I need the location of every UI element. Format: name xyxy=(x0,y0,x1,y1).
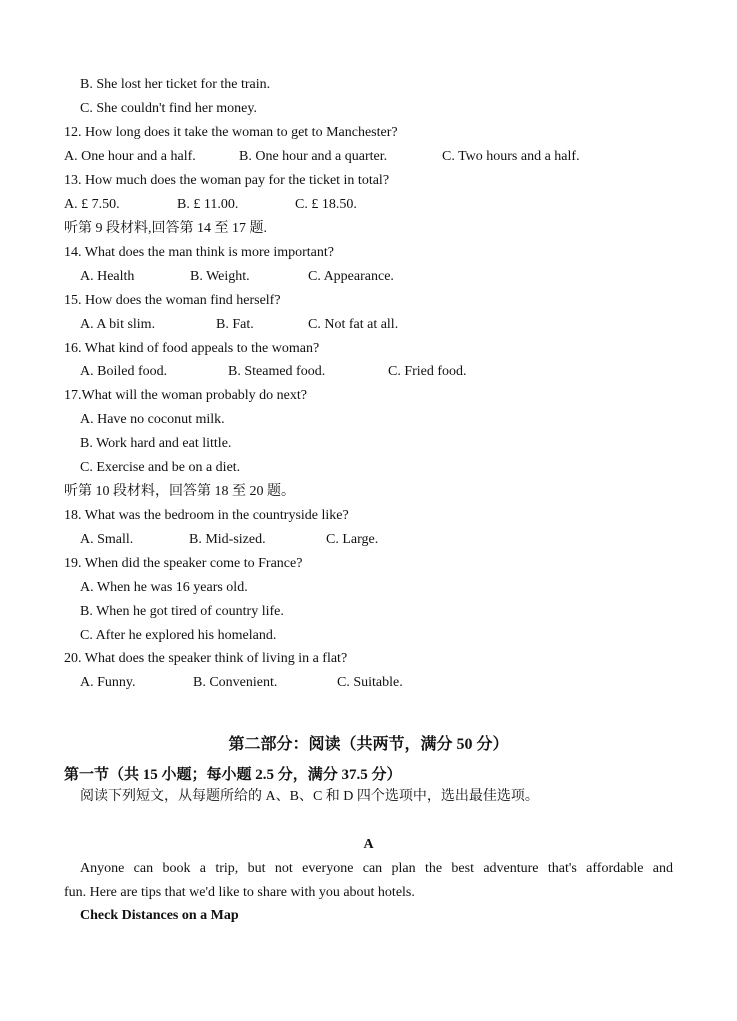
q12-option-c: C. Two hours and a half. xyxy=(442,149,580,164)
q15-question: 15. How does the woman find herself? xyxy=(64,293,281,308)
q17-option-c: C. Exercise and be on a diet. xyxy=(80,460,241,475)
q13-option-c: C. £ 18.50. xyxy=(295,197,357,212)
q12-option-a: A. One hour and a half. xyxy=(64,149,196,164)
passage-line-1: Anyone can book a trip, but not everyone can plan the best adventure that's affordable and xyxy=(80,861,673,876)
q13-option-b: B. £ 11.00. xyxy=(177,197,239,212)
q13-option-a: A. £ 7.50. xyxy=(64,197,120,212)
q18-option-a: A. Small. xyxy=(80,532,134,547)
section-10-instruction: 听第 10 段材料，回答第 18 至 20 题。 xyxy=(64,484,295,499)
passage-line-2: fun. Here are tips that we'd like to share with you about hotels. xyxy=(64,885,415,900)
q18-question: 18. What was the bedroom in the countryside like? xyxy=(64,508,349,523)
q20-option-a: A. Funny. xyxy=(80,675,136,690)
part-two-title: 第二部分：阅读（共两节，满分 50 分） xyxy=(228,736,509,753)
q19-question: 19. When did the speaker come to France? xyxy=(64,556,303,571)
q11-option-c: C. She couldn't find her money. xyxy=(80,101,257,116)
q15-option-b: B. Fat. xyxy=(216,317,254,332)
q16-option-a: A. Boiled food. xyxy=(80,364,168,379)
q14-question: 14. What does the man think is more important? xyxy=(64,245,334,260)
q19-option-c: C. After he explored his homeland. xyxy=(80,628,277,643)
section-one-title: 第一节（共 15 小题；每小题 2.5 分，满分 37.5 分） xyxy=(64,767,402,783)
q14-option-c: C. Appearance. xyxy=(308,269,394,284)
passage-letter: A xyxy=(363,837,374,852)
q17-option-b: B. Work hard and eat little. xyxy=(80,436,232,451)
q16-option-b: B. Steamed food. xyxy=(228,364,326,379)
q19-option-a: A. When he was 16 years old. xyxy=(80,580,248,595)
section-9-instruction: 听第 9 段材料,回答第 14 至 17 题. xyxy=(64,221,267,236)
q12-question: 12. How long does it take the woman to get to Manchester? xyxy=(64,125,398,140)
q20-question: 20. What does the speaker think of living in a flat? xyxy=(64,651,348,666)
reading-instruction: 阅读下列短文，从每题所给的 A、B、C 和 D 四个选项中，选出最佳选项。 xyxy=(80,789,539,804)
q18-option-b: B. Mid-sized. xyxy=(189,532,266,547)
q12-option-b: B. One hour and a quarter. xyxy=(239,149,388,164)
q19-option-b: B. When he got tired of country life. xyxy=(80,604,284,619)
passage-subhead: Check Distances on a Map xyxy=(80,908,239,923)
q17-question: 17.What will the woman probably do next? xyxy=(64,388,307,403)
q14-option-a: A. Health xyxy=(80,269,135,284)
q14-option-b: B. Weight. xyxy=(190,269,250,284)
q17-option-a: A. Have no coconut milk. xyxy=(80,412,225,427)
q18-option-c: C. Large. xyxy=(326,532,379,547)
q16-question: 16. What kind of food appeals to the woman? xyxy=(64,341,320,356)
q15-option-a: A. A bit slim. xyxy=(80,317,156,332)
q16-option-c: C. Fried food. xyxy=(388,364,467,379)
q11-option-b: B. She lost her ticket for the train. xyxy=(80,77,271,92)
q20-option-b: B. Convenient. xyxy=(193,675,278,690)
q13-question: 13. How much does the woman pay for the ticket in total? xyxy=(64,173,390,188)
q15-option-c: C. Not fat at all. xyxy=(308,317,399,332)
q20-option-c: C. Suitable. xyxy=(337,675,403,690)
